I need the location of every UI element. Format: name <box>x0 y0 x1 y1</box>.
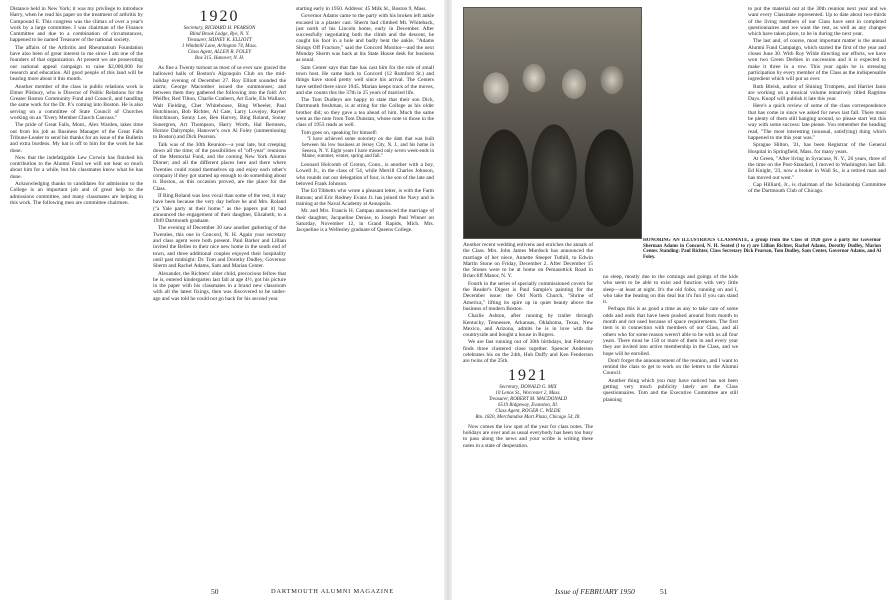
paragraph: Tom goes on, speaking for himself: <box>301 129 378 136</box>
paragraph: We are fast running out of 30th birthdays, but February finds three clustered close together. Spencer Anderson celebrates his on the 24th, Hub Duffy and Ken Fenderson are twins of the 25th. <box>463 339 593 365</box>
secretary-address: 10 Lenox St., Worcester 2, Mass. <box>495 390 561 396</box>
paragraph: Here's a quick review of some of the class correspondence that has come in since we asked for news last fall. There must be plenty of them still hanging around, so please start 'em this way with some success: late please. You remember the heading read, "The most interesting (unusual, satisfying) thing which happened to me this year was." <box>748 103 886 141</box>
paragraph: Acknowledging thanks to candidates for admission to the College is an important job and of great help to the admissions committee, and many classmates are helping in this work. The following men are committee chairmen. <box>10 181 143 206</box>
paragraph: If Bing Roland was less vocal than some of the rest, it may have been because the very day before he and Mrs. Roland ("a Yale party at their home," as the papers put it) had announced the engagement of their daughter, Elizabeth, to a 1949 Dartmouth graduate. <box>153 192 286 225</box>
paragraph: Sam Center says that fate has cast him for the role of small town host. He came back to Concord (12 Rumford St.) and things have stood pretty well since his arrival. The Centers have settled there since 1945. Marian keeps track of the moves, and she counts this the 37th in 25 years of married life. <box>296 64 434 96</box>
paragraph: Talk was of the 30th Reunion—a year late, but creeping down all the time; of the possibilities of "off-year" reunions of the Memorial Fund, and the coming New York Alumni Dinner; and all the different places here and there where Twenties could round themselves up and enjoy each other's company if they got started up enough to do something about it. Boston, as this occasion proved, are the place for the Class. <box>153 141 286 192</box>
class-photo <box>463 7 642 239</box>
right-column-1 <box>463 242 593 582</box>
paragraph: Charlie Ashton, after running by trailer through Kentucky, Tennessee, Arkansas, Oklahoma, Texas, New Mexico, and Arizona, admits he is in love with the countryside and bought a house in Rogers. <box>463 313 593 339</box>
paragraph: The affairs of the Arthritis and Rheumatism Foundation have also been of great interest to me since I am one of the founders of that organization. At present we are prosecuting our national appeal campaign to raise $2,000,000 for research and education. All good people of this land will be hearing more about it this month. <box>10 44 143 83</box>
issue-date: Issue of FEBRUARY 1950 <box>555 587 635 596</box>
treasurer-address: 6519 Ridgeway, Evanston, Ill. <box>498 402 558 408</box>
secretary: Secretary, RICHARD H. PEARSON <box>183 26 256 31</box>
paragraph: Leonard Holcomb of Groton, Conn., is another with a boy, Lowell Jr., in the class of '54, while Merrill Charles Johnson, who rounds out our delegation of four, is the son of the late and beloved Frank Johnson. <box>296 162 434 188</box>
paragraph: Perhaps this is as good a time as any to take care of some odds and ends that have been pushed around from month to month and not used because of space requirements. The first item is in connection with members of our Class, and all others who for some reason weren't able to be with us all four years. There must be 150 or more of them in and every year they are invited into active membership in the Class, and we hope will be enrolled. <box>603 306 738 357</box>
class-year: 1921 <box>508 366 548 384</box>
right-column-2 <box>603 274 738 582</box>
class-agent-address: Rm. 1820, Merchandise Mart Plaza, Chicago 54, Ill. <box>475 414 581 420</box>
left-page <box>0 0 444 600</box>
paragraph: The evening of December 30 saw another gathering of the Twenties, this one in Concord, N. H. Again your secretary and class agent were both present. Paul Barker and Lillian invited the Belles to their nice new home in the south end of town, and three additional couples enjoyed their hospitality until past midnight: Dr. Tom and Dorothy Dudley, Governor Sherm and Rachel Adams, Sam and Marian Center. <box>153 225 286 270</box>
paragraph: Don't forget the announcement of the reunion, and I want to remind the class to get to work on the letters to the Alumni Council. <box>603 357 738 377</box>
journal-title: DARTMOUTH ALUMNI MAGAZINE <box>271 588 394 595</box>
paragraph: Ruth Bleish, author of Shining Trumpets, and Harriet Janis are working on a musical volume tentatively titled Ragtime Days. Knopf will publish it late this year. <box>748 83 886 103</box>
photo-caption: HONORING AN ILLUSTRIOUS CLASSMATE, a group from the Class of 1920 gave a party for Governor Sherman Adams in Concord, N. H. Seated (l to r) are Lillian Richter, Rachel Adams, Dorothy Dudley, Marion Center. Standing: Paul Richter, Class Secretary Dick Pearson, Tom Dudley, Sam Center, Governor Adams, and Al Foley. <box>643 238 881 261</box>
class-year: 1920 <box>199 8 240 25</box>
paragraph: Cap Hilliard, Jr., is chairman of the Scholarship Committee of the Dartmouth Club of Chicago. <box>748 182 886 195</box>
class-agent: Class Agent, ALLEN R. FOLEY <box>187 50 252 55</box>
secretary-address: Blind Brook Lodge, Rye, N. Y. <box>189 32 250 37</box>
paragraph: Another member of the class in public relations work is Elmer Pilsbury, who is Director of Public Relations for the Greater Boston Community Fund and Council, and handling the same work for the Dr. P.'s coming into Boston. He is also serving on a committee of State Council of Churches working on an "Every Member Church Canvass." <box>10 83 143 122</box>
class-1920-header <box>153 8 286 62</box>
left-column-1 <box>10 6 143 582</box>
treasurer-address: 1 Windmill Lane, Arlington 74, Mass. <box>181 44 258 49</box>
page-number-right: 51 <box>660 587 668 596</box>
class-agent-address: Box 315, Hanover, N. H. <box>194 56 245 61</box>
paragraph: Distance held in New York; it was my privilege to introduce Harry, when he read his paper on the treatment of arthritis by Compound E. This congress was the climax of over a year's work by a large committee. I was chairman of the Finance Committee and due to a combination of circumstances, happened to be named Treasurer of the national society. <box>10 6 143 44</box>
page-gutter <box>444 0 452 600</box>
left-column-2 <box>153 6 286 582</box>
paragraph: The last and, of course, most important matter is the annual Alumni Fund Campaign, which started the first of the year and closes June 30. With Roy Wilde directing our efforts, we have won two Green Derbies in succession and it is expected to make it three in a row. This year again he is stressing participation by every member of the Class as the indispensable ingredient which will put us over. <box>748 38 886 83</box>
paragraph: to put the material out at the 30th reunion next year and we want every Classmate represented. Up to date about two-thirds of the living members of our Class have sent in completed questionnaires and we want the rest, as well as any changes which have taken place, to be in during the next year. <box>748 6 886 38</box>
paragraph: Alexander, the Richters' older child, precocious fellow that he is, entered kindergarten last fall at age 4½, got his picture in the paper with his classmates in a brand new classroom with all the latest fixings, then was discovered to be under-age and was told he could not go back for his second year. <box>153 270 286 302</box>
secretary: Secretary, DONALD G. MIX <box>499 384 557 390</box>
left-column-3 <box>296 6 434 582</box>
paragraph: starting early in 1950. Address: 45 Milk St., Boston 9, Mass. <box>296 6 427 12</box>
paragraph: The Ed Tibbetts who wrote a pleasant letter, is with the Farm Bureau; and Eric Rodney Evans Jr. has joined the Navy and is training at the Naval Academy at Annapolis. <box>296 188 434 207</box>
paragraph: Mr. and Mrs. Francis H. Campau announced the marriage of their daughter, Jacqueline Denise, to Joseph Paul Winner on Saturday, November 12, in Grand Rapids, Mich. Mrs. Jacqueline is a Wellesley graduate of Queens College. <box>296 208 434 234</box>
paragraph: Another thing which you may have noticed has not been getting very much publicity lately are the Class questionnaires. Tom and the Executive Committee are still planning <box>603 377 738 403</box>
paragraph: Now that the indefatigable Lew Corwin has finished his contribution to the Alumni Fund we will not hear so much about him for a while, but his classmates know what he has done. <box>10 154 143 180</box>
paragraph: Sprague Hilton, '21, has been Registrar of the General Hospital in Springfield, Mass. for many years. <box>748 142 886 155</box>
paragraph: At Green, "After living in Syracuse, N. Y., 26 years, three of the time on the Post-Standard, I moved to Washington last fall. Ed Knight, '23, now a broker in Wall St., is a retired man and has moved out west." <box>748 155 886 181</box>
paragraph: Now comes the low spot of the year for class notes. The holidays are over and as usual everybody has been too busy to pass along the news and your scribe is writing these notes in a state of desperation. <box>463 423 593 449</box>
quoted-letter: "I have achieved some notoriety on the dam that was built between his low business at Jersey City, N. J., and his home in Seneca, N. Y. Eight years I have missed only seven week-ends in Maine, summer, winter, spring and fall." <box>302 136 434 160</box>
right-column-3 <box>748 6 886 582</box>
class-agent: Class Agent, ROGER C. WILDE <box>495 408 561 414</box>
paragraph: As fine a Twenty turnout as most of us ever saw graced the hallowed halls of Boston's Algonquin Club on the mid-holiday evening of December 27. Roy Elliott sounded the alarm; George Macomber issued the summonses; and between them they gathered the following into the fold: Art Pfeiffer, Red Tilton, Charlie Crathern, Art Earle, Els Wallace, Walt Fielding, Chet Whitehouse, Bing Wheeler, Paul Hutchinson, Bob Richter, Al Cate, Larry Lovejoy, Rayner Hutchinson, Sonny Lee, Ben Harvey, Bing Roland, Sonny Sunergren, Art Thompson, Harry Worth, Hal Berntsen, Horace Dalrymple, Hanover's own Al Foley (unmentioning to Boston) and Dick Pearson. <box>153 65 286 141</box>
paragraph: no sleep, mostly due to the comings and goings of the kids who seem to be able to exist and function with very little sleep—at least at night. It's the old folks, running on and I, who take the beating on this deal but it's fun if you can stand it. <box>603 274 738 306</box>
class-1921-header <box>463 367 593 421</box>
paragraph: The pride of Great Falls, Mont., Alex Warden, takes time out from his job as Business Manager of the Great Falls Tribune-Leader to send his thanks for an issue of the Bulletin and extra burdens. My hat is off to him for the work he has done. <box>10 122 143 154</box>
paragraph: The Tom Dudleys are happy to state that their son Dick, Dartmouth freshman, is at string for the College as his older brother did; so they gave a tea ahead of him. Much the same went as the note from Tom Dunstan, whose note to those in the class of 1953 reads as well. <box>296 97 434 129</box>
paragraph: Fourth in the series of specially commissioned covers for the Reader's Digest is Paul Sample's painting for the December issue: the Old North Church, "Shrine of America," lifting its spire up in quiet beauty above the business of modern Boston. <box>463 280 593 312</box>
treasurer: Treasurer, ROBERT M. MACDONALD <box>488 396 568 402</box>
treasurer: Treasurer, SIDNEY K. ELLIOTT <box>187 38 252 43</box>
paragraph: Another recent wedding enlivens and enriches the annals of the Class. Mrs. John James Murdock has announced the marriage of her niece, Annette Steeper Tuthill, to Edwin Martin Stone on Friday, December 2. After December 15 the Stones were to be at home on Pemasottick Road in Briarcliff Manor, N. Y. <box>463 242 593 280</box>
paragraph: Governor Adams came to the party with his broken left ankle encased in a plaster cast. Sherm had climbed Mt. Whiteback, just north of his Lincoln home, early in December. After successfully negotiating both the climb and the descent, he caught his foot in a hole and badly bent the ankle. "Adams Shrugs Off Fracture," said the Concord Monitor—and the next Monday Sherm was back at his State House desk for business as usual. <box>296 13 434 64</box>
page-number-left: 50 <box>211 587 219 596</box>
